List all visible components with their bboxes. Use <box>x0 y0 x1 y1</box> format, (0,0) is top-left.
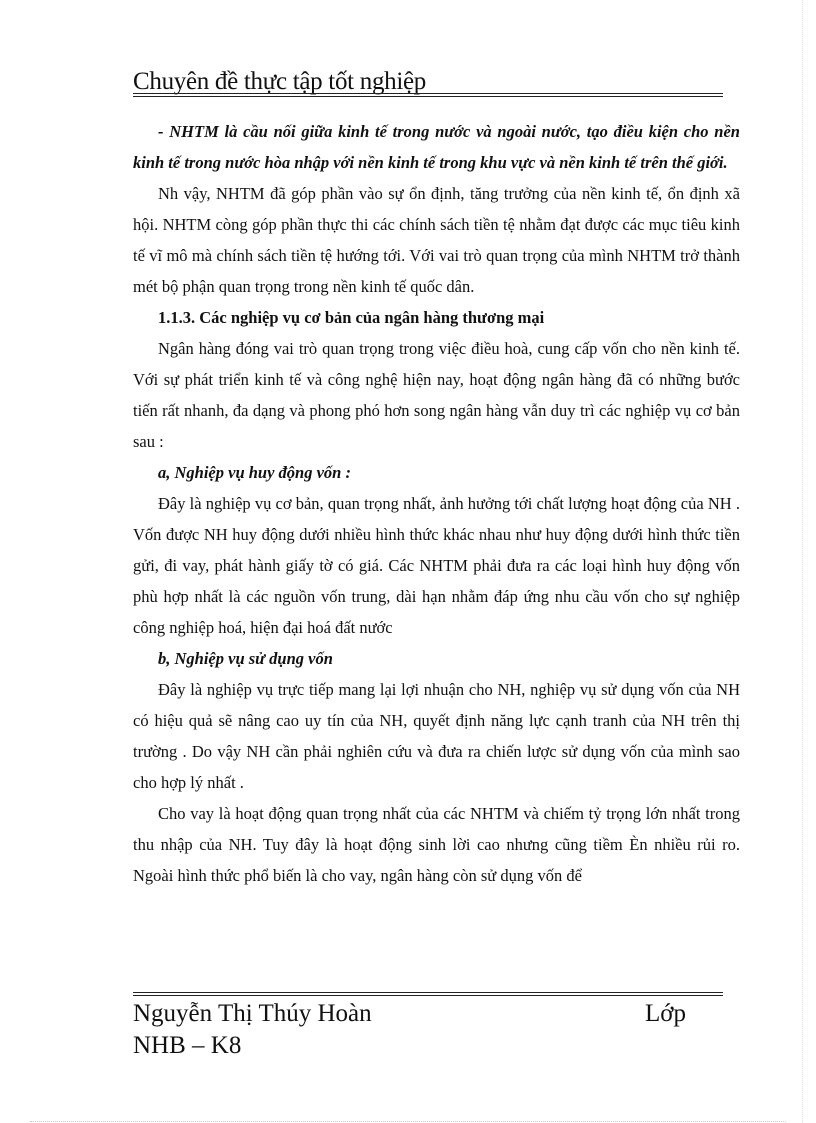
footer-class-label: Lớp <box>645 1000 686 1027</box>
header-divider-top <box>133 93 723 94</box>
footer-author-name: Nguyễn Thị Thúy Hoàn <box>133 1000 372 1027</box>
paragraph-3: Đây là nghiệp vụ cơ bản, quan trọng nhất, ảnh hưởng tới chất lượng hoạt động của NH . Vốn được NH huy động dưới nhiều hình thức khác nhau như huy động dưới hình thức tiền gửi, đi vay, phát hành giấy tờ có giá. Các NHTM phải đưa ra các loại hình huy động vốn phù hợp nhất là các nguồn vốn trung, dài hạn nhằm đáp ứng nhu cầu vốn cho sự nghiệp công nghiệp hoá, hiện đại hoá đất nước <box>133 494 740 637</box>
paragraph-5: Cho vay là hoạt động quan trọng nhất của các NHTM và chiếm tỷ trọng lớn nhất trong thu nhập của NH. Tuy đây là hoạt động sinh lời cao nhưng cũng tiềm Èn nhiều rủi ro. Ngoài hình thức phổ biến là cho vay, ngân hàng còn sử dụng vốn để <box>133 804 740 885</box>
document-body <box>133 116 740 891</box>
subheading-a: a, Nghiệp vụ huy động vốn : <box>158 463 351 482</box>
paragraph-4: Đây là nghiệp vụ trực tiếp mang lại lợi nhuận cho NH, nghiệp vụ sử dụng vốn của NH có hiệu quả sẽ nâng cao uy tín của NH, quyết định năng lực cạnh tranh của NH trên thị trường . Do vậy NH cần phải nghiên cứu và đưa ra chiến lược sử dụng vốn của mình sao cho hợp lý nhất . <box>133 680 740 792</box>
page-right-edge <box>802 0 803 1123</box>
footer-divider-top <box>133 992 723 993</box>
paragraph-2: Ngân hàng đóng vai trò quan trọng trong việc điều hoà, cung cấp vốn cho nền kinh tế. Với sự phát triển kinh tế và công nghệ hiện nay, hoạt động ngân hàng đã có những bước tiến rất nhanh, đa dạng và phong phó hơn song ngân hàng vẫn duy trì các nghiệp vụ cơ bản sau : <box>133 339 740 451</box>
section-heading: 1.1.3. Các nghiệp vụ cơ bản của ngân hàng thương mại <box>158 308 545 327</box>
header-divider-bottom <box>133 96 723 97</box>
page-bottom-edge <box>30 1121 786 1122</box>
footer-divider-bottom <box>133 995 723 996</box>
lead-paragraph: - NHTM là cầu nối giữa kinh tế trong nước và ngoài nước, tạo điều kiện cho nền kinh tế trong nước hòa nhập với nền kinh tế trong khu vực và nền kinh tế trên thế giới. <box>133 122 740 172</box>
paragraph-1: Nh vậy, NHTM đã góp phần vào sự ổn định, tăng trưởng của nền kinh tế, ổn định xã hội. NHTM còng góp phần thực thi các chính sách tiền tệ nhằm đạt được các mục tiêu kinh tế vĩ mô mà chính sách tiền tệ hướng tới. Với vai trò quan trọng của mình NHTM trở thành mét bộ phận quan trọng trong nền kinh tế quốc dân. <box>133 184 740 296</box>
page-header-title: Chuyên đề thực tập tốt nghiệp <box>133 68 426 95</box>
subheading-b: b, Nghiệp vụ sử dụng vốn <box>158 649 333 668</box>
footer-class-value: NHB – K8 <box>133 1032 242 1059</box>
